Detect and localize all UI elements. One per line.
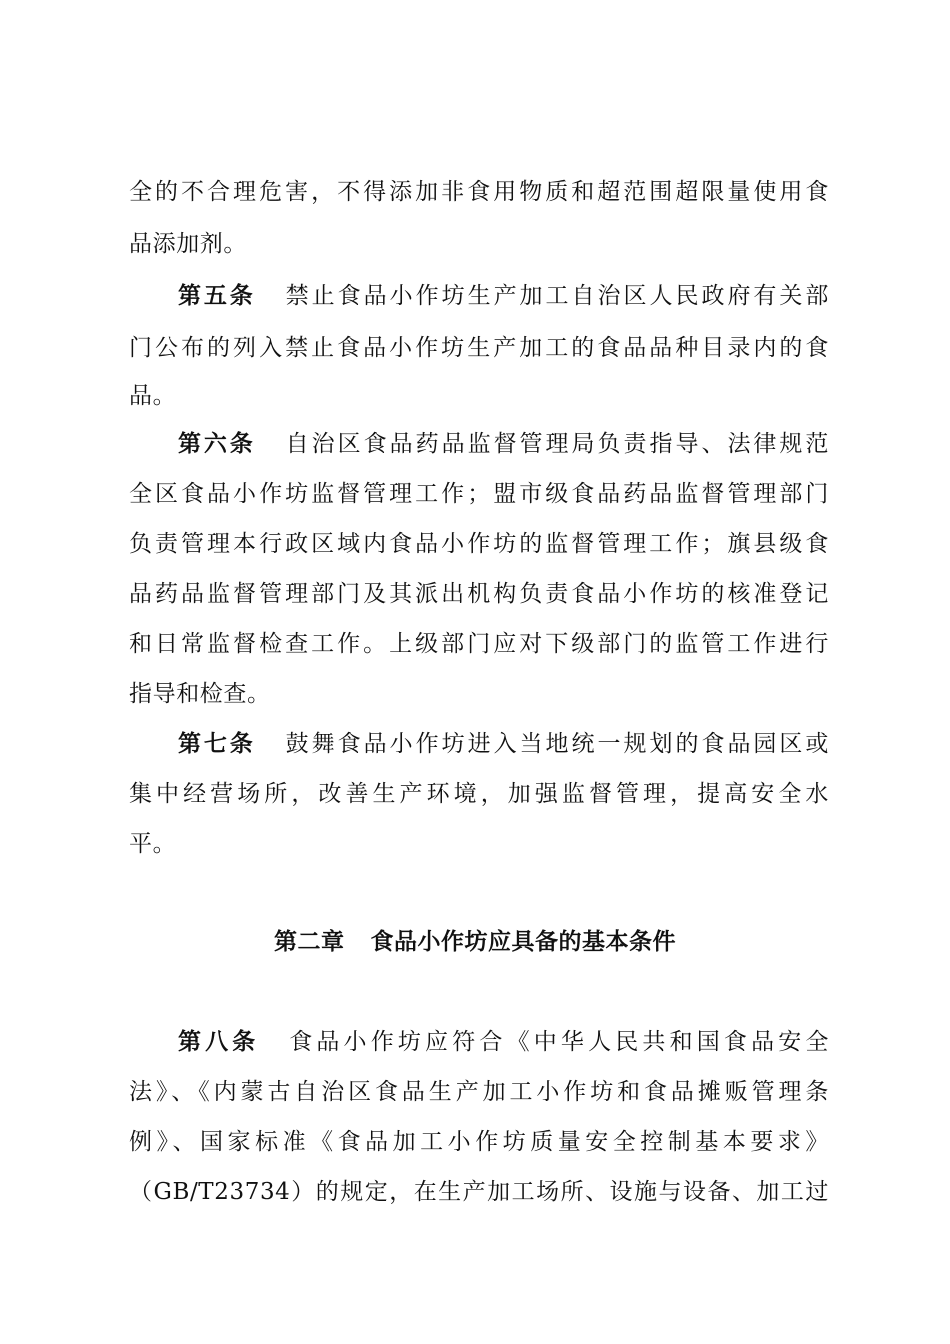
body-line: 品药品监督管理部门及其派出机构负责食品小作坊的核准登记 — [129, 581, 829, 607]
article-5-first-line — [178, 281, 829, 311]
article-label: 第七条 — [178, 731, 256, 757]
body-line: 法》、《内蒙古自治区食品生产加工小作坊和食品摊贩管理条 — [129, 1079, 829, 1105]
body-line: 负责管理本行政区域内食品小作坊的监督管理工作；旗县级食 — [129, 531, 829, 557]
chapter-title: 食品小作坊应具备的基本条件 — [370, 929, 676, 955]
body-line: 指导和检查。 — [129, 681, 271, 707]
body-line: （GB/T23734）的规定，在生产加工场所、设施与设备、加工过 — [129, 1179, 829, 1205]
body-line: 全的不合理危害，不得添加非食用物质和超范围超限量使用食 — [129, 179, 829, 205]
body-line: 门公布的列入禁止食品小作坊生产加工的食品品种目录内的食 — [129, 335, 829, 361]
body-line: 品添加剂。 — [129, 231, 247, 257]
article-label: 第六条 — [178, 431, 256, 457]
article-7-first-line — [178, 729, 829, 759]
body-line: 平。 — [129, 831, 177, 857]
body-line: 全区食品小作坊监督管理工作；盟市级食品药品监督管理部门 — [129, 481, 829, 507]
article-6-first-line — [178, 429, 829, 459]
article-text: 鼓舞食品小作坊进入当地统一规划的食品园区或 — [285, 731, 830, 757]
article-text: 禁止食品小作坊生产加工自治区人民政府有关部 — [285, 283, 830, 309]
body-line: 集中经营场所，改善生产环境，加强监督管理，提高安全水 — [129, 781, 829, 807]
body-line: 例》、国家标准《食品加工小作坊质量安全控制基本要求》 — [129, 1129, 829, 1155]
chapter-heading — [0, 927, 950, 957]
article-text: 食品小作坊应符合《中华人民共和国食品安全 — [289, 1029, 830, 1055]
chapter-number: 第二章 — [274, 929, 345, 955]
article-label: 第五条 — [178, 283, 256, 309]
article-label: 第八条 — [178, 1029, 260, 1055]
body-line: 品。 — [129, 383, 177, 409]
article-text: 自治区食品药品监督管理局负责指导、法律规范 — [285, 431, 830, 457]
article-8-first-line — [178, 1027, 829, 1057]
body-line: 和日常监督检查工作。上级部门应对下级部门的监管工作进行 — [129, 631, 829, 657]
